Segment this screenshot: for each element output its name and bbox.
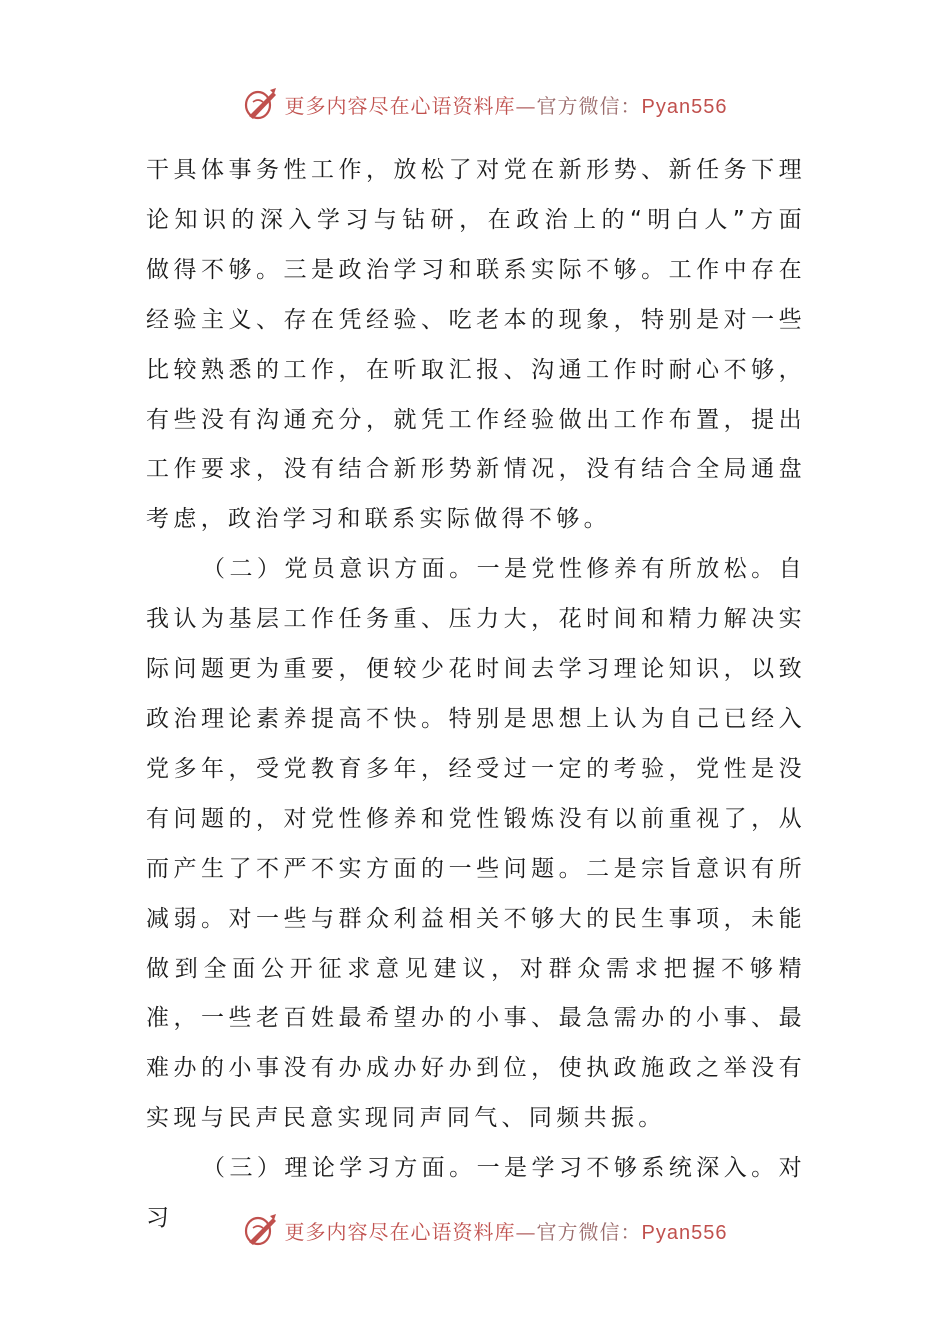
pen-logo-icon <box>243 1212 279 1248</box>
footer-wechat-account: Pyan556 <box>641 1221 728 1244</box>
footer-site-name: 更多内容尽在心语资料库 <box>284 1219 516 1244</box>
document-body <box>146 146 806 1244</box>
footer-banner <box>0 1210 950 1250</box>
footer-banner-inner <box>243 1212 728 1248</box>
paragraph-1: 干具体事务性工作，放松了对党在新形势、新任务下理论知识的深入学习与钻研，在政治上的“明白人”方面做得不够。三是政治学习和联系实际不够。工作中存在经验主义、存在凭经验、吃老本的现象，特别是对一些比较熟悉的工作，在听取汇报、沟通工作时耐心不够，有些没有沟通充分，就凭工作经验做出工作布置，提出工作要求，没有结合新形势新情况，没有结合全局通盘考虑，政治学习和联系实际做得不够。 <box>146 157 806 533</box>
header-separator: — <box>515 93 537 118</box>
paragraph-3: （三）理论学习方面。一是学习不够系统深入。对习 <box>146 1155 806 1232</box>
footer-wechat-label: 官方微信： <box>536 1219 642 1244</box>
header-site-name: 更多内容尽在心语资料库 <box>284 93 516 118</box>
pen-logo-icon <box>243 86 279 122</box>
header-wechat-account: Pyan556 <box>641 95 728 118</box>
header-wechat-label: 官方微信： <box>536 93 642 118</box>
header-banner-inner <box>243 86 728 122</box>
header-banner <box>0 84 950 124</box>
paragraph-2: （二）党员意识方面。一是党性修养有所放松。自我认为基层工作任务重、压力大，花时间和精力解决实际问题更为重要，便较少花时间去学习理论知识，以致政治理论素养提高不快。特别是思想上认为自己已经入党多年，受党教育多年，经受过一定的考验，党性是没有问题的，对党性修养和党性锻炼没有以前重视了，从而产生了不严不实方面的一些问题。二是宗旨意识有所减弱。对一些与群众利益相关不够大的民生事项，未能做到全面公开征求意见建议，对群众需求把握不够精准，一些老百姓最希望办的小事、最急需办的小事、最难办的小事没有办成办好办到位，使执政施政之举没有实现与民声民意实现同声同气、同频共振。 <box>146 556 806 1132</box>
header-banner-text <box>285 90 728 119</box>
footer-banner-text <box>285 1216 728 1245</box>
footer-separator: — <box>515 1219 537 1244</box>
